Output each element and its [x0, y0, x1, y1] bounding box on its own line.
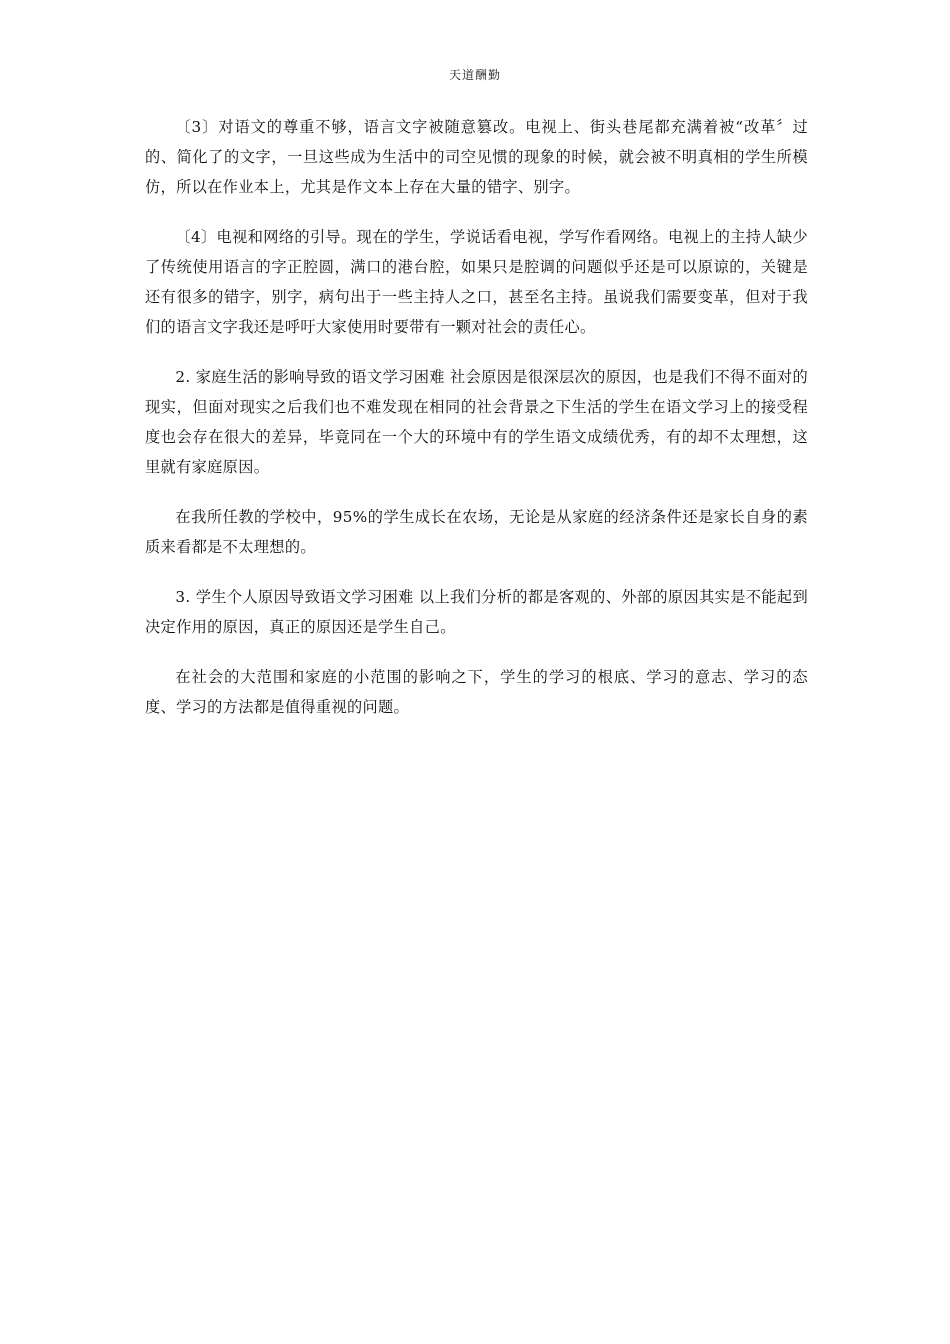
paragraph-media-language-tampering: 〔3〕对语文的尊重不够，语言文字被随意篡改。电视上、街头巷尾都充满着被“改革〞过的、简化了的文字，一旦这些成为生活中的司空见惯的现象的时候，就会被不明真相的学生所模仿，所以在作业本上，尤其是作文本上存在大量的错字、别字。 [145, 118, 808, 196]
paragraph-student-personal-reasons: 3. 学生个人原因导致语文学习困难 以上我们分析的都是客观的、外部的原因其实是不能起到决定作用的原因，真正的原因还是学生自己。 [145, 588, 808, 636]
document-body [145, 112, 808, 742]
paragraph-family-influence: 2. 家庭生活的影响导致的语文学习困难 社会原因是很深层次的原因，也是我们不得不面对的现实，但面对现实之后我们也不难发现在相同的社会背景之下生活的学生在语文学习上的接受程度也会存在很大的差异，毕竟同在一个大的环境中有的学生语文成绩优秀，有的却不太理想，这里就有家庭原因。 [145, 368, 808, 476]
paragraph-farm-students: 在我所任教的学校中，95%的学生成长在农场，无论是从家庭的经济条件还是家长自身的素质来看都是不太理想的。 [145, 508, 808, 556]
paragraph-learning-attitude: 在社会的大范围和家庭的小范围的影响之下，学生的学习的根底、学习的意志、学习的态度、学习的方法都是值得重视的问题。 [145, 668, 808, 716]
page-header: 天道酬勤 [448, 68, 501, 82]
paragraph-tv-network-guidance: 〔4〕电视和网络的引导。现在的学生，学说话看电视，学写作看网络。电视上的主持人缺少了传统使用语言的字正腔圆，满口的港台腔，如果只是腔调的问题似乎还是可以原谅的，关键是还有很多的错字，别字，病句出于一些主持人之口，甚至名主持。虽说我们需要变革，但对于我们的语言文字我还是呼吁大家使用时要带有一颗对社会的责任心。 [145, 228, 808, 336]
